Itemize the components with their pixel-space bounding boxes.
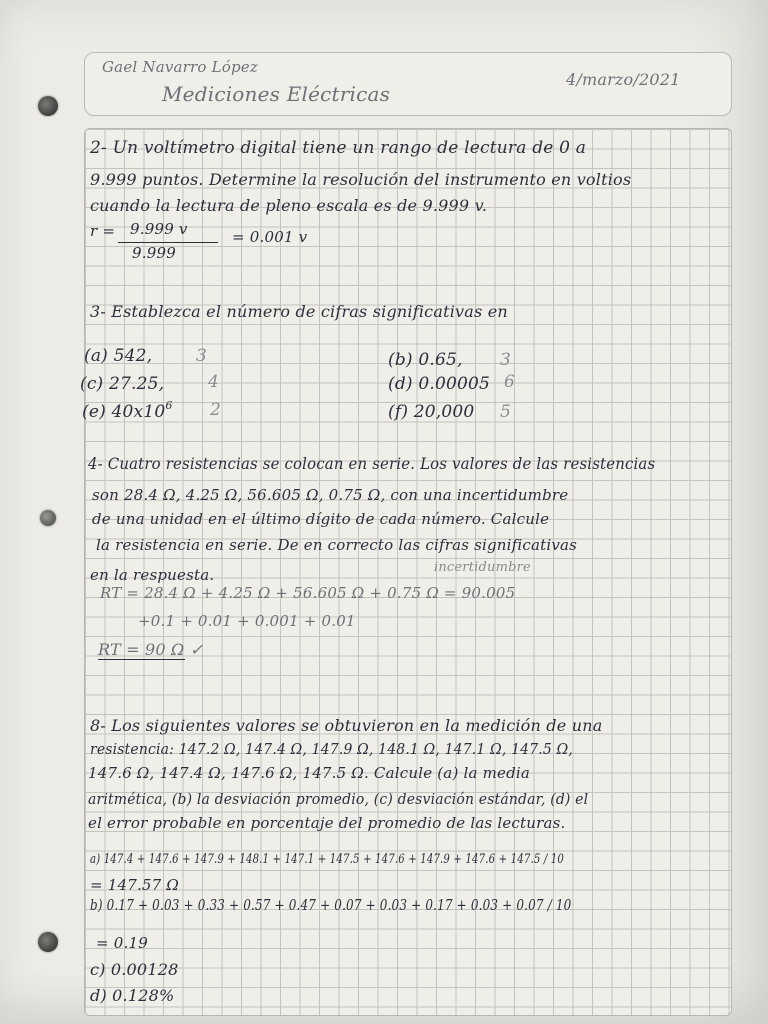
- problem4-line-3: de una unidad en el último dígito de cada número. Calcule: [92, 510, 550, 528]
- problem3-item-c: (c) 27.25,: [80, 374, 165, 394]
- problem3-answer-a: 3: [196, 346, 208, 366]
- problem8-b-result: = 0.19: [96, 934, 148, 952]
- problem8-d-result: d) 0.128%: [90, 986, 175, 1005]
- problem4-line-5: en la respuesta.: [90, 566, 215, 584]
- problem2-line-1: 2- Un voltímetro digital tiene un rango de lectura de 0 a: [90, 138, 587, 158]
- problem2-formula-lhs: r =: [90, 222, 116, 240]
- problem3-answer-b: 3: [500, 350, 512, 370]
- problem8-a-result: = 147.57 Ω: [90, 876, 180, 894]
- problem3-item-e: [82, 399, 173, 422]
- problem8-line-1: 8- Los siguientes valores se obtuvieron en la medición de una: [90, 716, 603, 735]
- problem8-b-line: [90, 896, 692, 914]
- problem4-rt-line-2: +0.1 + 0.01 + 0.001 + 0.01: [138, 612, 356, 630]
- problem2-numerator: 9.999 v: [130, 220, 188, 238]
- binder-hole-bottom: [38, 932, 58, 952]
- problem2-line-2: 9.999 puntos. Determine la resolución del instrumento en voltios: [90, 170, 632, 189]
- problem8-b-line-text: b) 0.17 + 0.03 + 0.33 + 0.57 + 0.47 + 0.07 + 0.03 + 0.17 + 0.03 + 0.07 / 10: [90, 896, 572, 914]
- date: 4/marzo/2021: [566, 70, 681, 89]
- problem4-line-2: son 28.4 Ω, 4.25 Ω, 56.605 Ω, 0.75 Ω, con una incertidumbre: [92, 486, 569, 504]
- problem4-line-1-text: 4- Cuatro resistencias se colocan en serie. Los valores de las resistencias: [88, 454, 656, 473]
- problem3-item-e-exponent: 6: [165, 399, 173, 412]
- problem8-line-4: [88, 790, 626, 808]
- problem4-rt-line-1: RT = 28.4 Ω + 4.25 Ω + 56.605 Ω + 0.75 Ω = 90.005: [100, 584, 516, 602]
- problem8-line-2: [90, 740, 609, 758]
- problem3-item-e-label: (e) 40x10: [82, 402, 166, 422]
- problem4-line-4: la resistencia en serie. De en correcto las cifras significativas: [96, 536, 578, 554]
- binder-hole-middle: [40, 510, 56, 526]
- problem3-item-b: (b) 0.65,: [388, 350, 463, 370]
- problem4-line-1: [88, 454, 698, 473]
- problem3-answer-e: 2: [210, 400, 222, 420]
- binder-hole-top: [38, 96, 58, 116]
- problem8-line-4-text: aritmética, (b) la desviación promedio, (c) desviación estándar, (d) el: [88, 790, 589, 808]
- problem2-line-3: cuando la lectura de pleno escala es de 9.999 v.: [90, 196, 488, 215]
- problem8-a-line: [90, 852, 698, 867]
- problem3-answer-c: 4: [208, 372, 220, 392]
- problem3-item-d: (d) 0.00005: [388, 374, 491, 394]
- problem3-answer-f: 5: [500, 402, 512, 422]
- problem4-note: incertidumbre: [434, 560, 531, 575]
- fraction-bar: [118, 242, 218, 243]
- problem4-rt-result-text: RT = 90 Ω: [98, 640, 185, 659]
- problem8-line-2-text: resistencia: 147.2 Ω, 147.4 Ω, 147.9 Ω, 148.1 Ω, 147.1 Ω, 147.5 Ω,: [90, 740, 573, 758]
- student-name: Gael Navarro López: [102, 58, 258, 76]
- problem3-item-a: (a) 542,: [84, 346, 153, 366]
- problem3-answer-d: 6: [504, 372, 516, 392]
- problem8-line-5: el error probable en porcentaje del promedio de las lecturas.: [88, 814, 566, 832]
- page-title: Mediciones Eléctricas: [162, 82, 391, 106]
- problem2-denominator: 9.999: [132, 244, 176, 262]
- problem3-item-f: (f) 20,000: [388, 402, 475, 422]
- problem8-c-result: c) 0.00128: [90, 960, 179, 979]
- problem4-rt-result: RT = 90 Ω ✓: [98, 640, 204, 659]
- problem8-line-3: 147.6 Ω, 147.4 Ω, 147.6 Ω, 147.5 Ω. Calcule (a) la media: [88, 764, 531, 782]
- problem2-result: = 0.001 v: [232, 228, 308, 246]
- problem3-title: 3- Establezca el número de cifras significativas en: [90, 302, 508, 321]
- problem8-a-line-text: a) 147.4 + 147.6 + 147.9 + 148.1 + 147.1 + 147.5 + 147.6 + 147.9 + 147.6 + 147.5 / 10: [90, 852, 565, 867]
